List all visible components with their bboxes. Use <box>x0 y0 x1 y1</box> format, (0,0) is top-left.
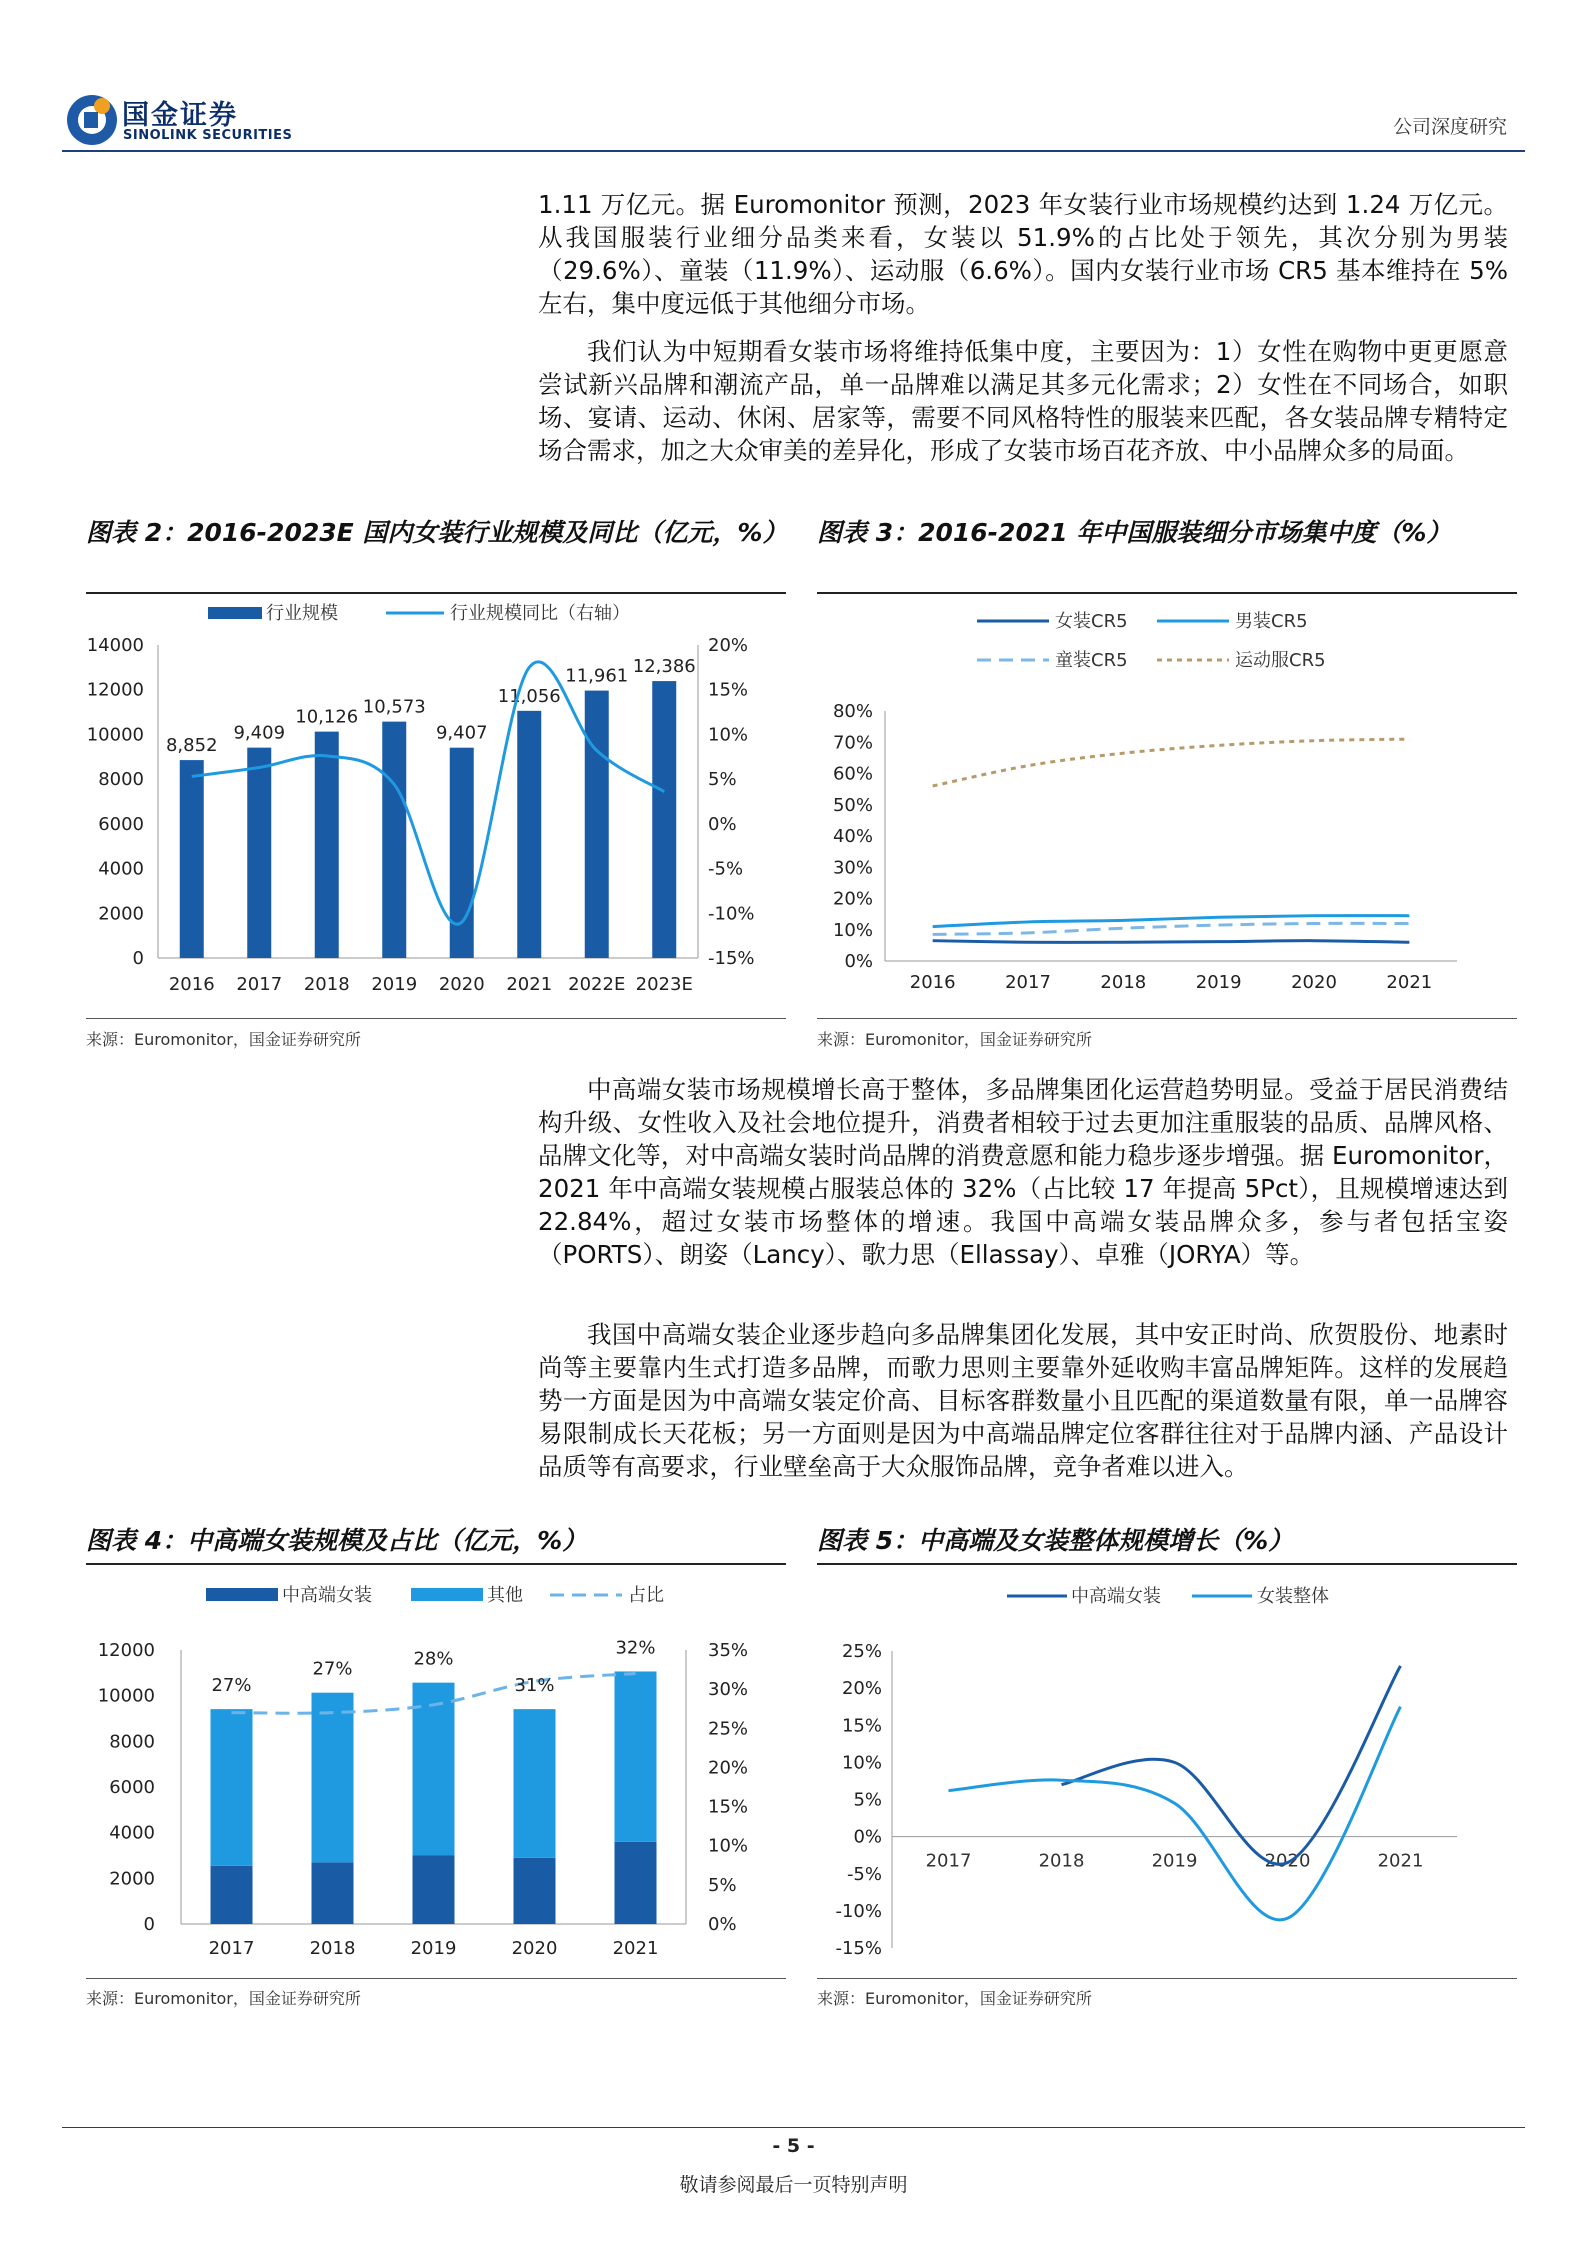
y2-axis-tick-label: 20% <box>708 1757 749 1779</box>
y-axis-tick-label: 6000 <box>109 1777 155 1798</box>
x-axis-tick-label: 2021 <box>1377 1850 1424 1872</box>
share-value-label: 27% <box>312 1658 353 1680</box>
disclaimer-note: 敬请参阅最后一页特别声明 <box>679 2174 908 2196</box>
bar-industry-size <box>315 732 339 958</box>
figure-5-title: 图表 5：中高端及女装整体规模增长（%） <box>817 1526 1294 1555</box>
bar-high-end <box>211 1866 253 1924</box>
y-axis-tick-label: -15% <box>835 1938 882 1959</box>
paragraph-market-size: 1.11 万亿元。据 Euromonitor 预测，2023 年女装行业市场规模约达到 1.24 万亿元。从我国服装行业细分品类来看，女装以 51.9%的占比处于领先，其次分别为男装（29.6%）、童装（11.9%）、运动服（6.6%）。国内女装行业市场 CR5 基本维持在 5%左右，集中度远低于其他细分市场。 <box>538 190 1508 318</box>
legend-label-overall: 女装整体 <box>1257 1586 1329 1607</box>
legend-label-high-end: 中高端女装 <box>1071 1586 1161 1607</box>
x-axis-tick-label: 2019 <box>371 974 418 995</box>
x-axis-tick-label: 2020 <box>1291 972 1337 993</box>
y-axis-tick-label: 70% <box>832 732 873 754</box>
legend-label-share: 占比 <box>628 1585 664 1606</box>
y2-axis-tick-label: -15% <box>708 948 755 969</box>
y2-axis-tick-label: 10% <box>708 1835 749 1857</box>
y-axis-tick-label: -5% <box>846 1863 882 1885</box>
series-line-1 <box>949 1707 1401 1920</box>
legend-label: 童装CR5 <box>1055 650 1128 671</box>
legend-label-yoy: 行业规模同比（右轴） <box>450 603 630 624</box>
figure-2-rule <box>86 592 786 594</box>
y-axis-tick-label: 0 <box>143 1914 155 1935</box>
bar-industry-size <box>585 691 609 958</box>
y-axis-tick-label: 12000 <box>97 1640 155 1661</box>
y-axis-tick-label: 8000 <box>109 1731 155 1753</box>
y-axis-tick-label: 10000 <box>86 724 144 746</box>
series-line-0 <box>933 941 1410 943</box>
bar-industry-size <box>247 748 271 958</box>
bar-value-label: 10,126 <box>295 706 359 728</box>
legend-swatch-other <box>411 1588 483 1601</box>
y2-axis-tick-label: -5% <box>708 858 744 880</box>
x-axis-tick-label: 2023E <box>635 974 693 995</box>
y-axis-tick-label: 2000 <box>109 1868 155 1890</box>
series-line-3 <box>933 739 1410 786</box>
x-axis-tick-label: 2017 <box>925 1850 972 1872</box>
document-type: 公司深度研究 <box>1392 116 1507 138</box>
x-axis-tick-label: 2016 <box>168 974 215 995</box>
figure-2-bottom-rule <box>86 1018 786 1019</box>
legend-label-high-end: 中高端女装 <box>282 1585 372 1606</box>
x-axis-tick-label: 2017 <box>208 1938 255 1959</box>
y-axis-tick-label: 5% <box>853 1789 882 1811</box>
y2-axis-tick-label: 5% <box>708 769 737 791</box>
y-axis-tick-label: 20% <box>832 888 873 910</box>
y2-axis-tick-label: -10% <box>708 903 755 925</box>
figure-4-bottom-rule <box>86 1978 786 1979</box>
x-axis-tick-label: 2019 <box>410 1938 457 1959</box>
bar-value-label: 11,056 <box>497 685 561 707</box>
y-axis-tick-label: 10% <box>841 1752 882 1774</box>
figure-5-source: 来源：Euromonitor，国金证券研究所 <box>817 1989 1092 2008</box>
y2-axis-tick-label: 30% <box>708 1679 749 1701</box>
y-axis-tick-label: -10% <box>835 1900 882 1922</box>
x-axis-tick-label: 2020 <box>1264 1850 1311 1872</box>
x-axis-tick-label: 2020 <box>511 1938 558 1959</box>
x-axis-tick-label: 2021 <box>1386 972 1433 993</box>
legend-swatch-high-end <box>206 1588 278 1601</box>
legend-swatch-industry-size <box>208 607 262 619</box>
share-value-label: 31% <box>514 1675 555 1697</box>
bar-value-label: 12,386 <box>632 656 696 678</box>
figure-5-chart <box>817 1567 1517 1967</box>
figure-4-rule <box>86 1563 786 1565</box>
y-axis-tick-label: 0 <box>132 948 144 969</box>
figure-2-title: 图表 2：2016-2023E 国内女装行业规模及同比（亿元，%） <box>86 518 788 547</box>
x-axis-tick-label: 2017 <box>1005 972 1051 993</box>
bar-industry-size <box>382 722 406 958</box>
series-line-0 <box>1062 1666 1401 1864</box>
figure-5-rule <box>817 1563 1517 1565</box>
legend-label-industry-size: 行业规模 <box>266 603 338 624</box>
legend-label: 男装CR5 <box>1235 611 1308 632</box>
x-axis-tick-label: 2022E <box>568 974 626 995</box>
bar-high-end <box>514 1858 556 1924</box>
bar-industry-size <box>450 748 474 958</box>
y2-axis-tick-label: 0% <box>708 813 737 835</box>
figure-2-source: 来源：Euromonitor，国金证券研究所 <box>86 1030 361 1049</box>
y-axis-tick-label: 2000 <box>98 903 144 925</box>
y-axis-tick-label: 60% <box>832 763 873 785</box>
bar-high-end <box>312 1862 354 1924</box>
x-axis-tick-label: 2021 <box>612 1938 659 1959</box>
figure-3-rule <box>817 592 1517 594</box>
bar-value-label: 10,573 <box>362 696 426 718</box>
y2-axis-tick-label: 20% <box>708 635 749 656</box>
share-value-label: 32% <box>615 1637 656 1659</box>
y-axis-tick-label: 14000 <box>86 635 144 656</box>
y2-axis-tick-label: 0% <box>708 1914 737 1935</box>
y-axis-tick-label: 0% <box>844 951 873 972</box>
x-axis-tick-label: 2017 <box>236 974 283 995</box>
legend-label-other: 其他 <box>487 1585 523 1606</box>
y-axis-tick-label: 40% <box>832 826 873 847</box>
y-axis-tick-label: 15% <box>841 1715 882 1737</box>
y-axis-tick-label: 12000 <box>86 679 144 701</box>
y2-axis-tick-label: 35% <box>708 1640 749 1661</box>
x-axis-tick-label: 2018 <box>1038 1850 1085 1872</box>
bar-high-end <box>615 1842 657 1924</box>
brand-name: 国金证券 <box>122 100 238 131</box>
y-axis-tick-label: 8000 <box>98 769 144 791</box>
y2-axis-tick-label: 10% <box>708 724 749 746</box>
share-value-label: 27% <box>211 1675 252 1697</box>
bar-other <box>615 1671 657 1841</box>
y2-axis-tick-label: 25% <box>708 1718 749 1740</box>
figure-2-chart <box>86 596 786 1006</box>
y2-axis-tick-label: 15% <box>708 1796 749 1818</box>
series-line-1 <box>933 916 1410 927</box>
figure-4-source: 来源：Euromonitor，国金证券研究所 <box>86 1989 361 2008</box>
bar-high-end <box>413 1856 455 1925</box>
y-axis-tick-label: 80% <box>832 701 873 722</box>
sinolink-logo-icon <box>62 90 122 150</box>
bar-industry-size <box>517 711 541 958</box>
series-line-2 <box>933 923 1410 934</box>
bar-other <box>211 1709 253 1866</box>
y-axis-tick-label: 4000 <box>98 858 144 880</box>
legend-label: 女装CR5 <box>1055 611 1128 632</box>
x-axis-tick-label: 2020 <box>438 974 485 995</box>
bar-value-label: 9,407 <box>435 722 488 744</box>
legend-label: 运动服CR5 <box>1235 650 1326 671</box>
x-axis-tick-label: 2018 <box>303 974 350 995</box>
y-axis-tick-label: 4000 <box>109 1822 155 1844</box>
x-axis-tick-label: 2019 <box>1151 1850 1198 1872</box>
y-axis-tick-label: 10% <box>832 919 873 941</box>
figure-4-chart <box>86 1567 786 1967</box>
page-number: - 5 - <box>772 2135 815 2157</box>
y2-axis-tick-label: 5% <box>708 1874 737 1896</box>
paragraph-multi-brand: 我国中高端女装企业逐步趋向多品牌集团化发展，其中安正时尚、欣贺股份、地素时尚等主要靠内生式打造多品牌，而歌力思则主要靠外延收购丰富品牌矩阵。这样的发展趋势一方面是因为中高端女装定价高、目标客群数量小且匹配的渠道数量有限，单一品牌容易限制成长天花板；另一方面则是因为中高端品牌定位客群往往对于品牌内涵、产品设计品质等有高要求，行业壁垒高于大众服饰品牌，竞争者难以进入。 <box>538 1320 1508 1481</box>
x-axis-tick-label: 2019 <box>1195 972 1242 993</box>
bar-other <box>413 1683 455 1856</box>
bar-value-label: 8,852 <box>165 735 218 757</box>
bar-industry-size <box>652 681 676 958</box>
paragraph-low-concentration: 我们认为中短期看女装市场将维持低集中度，主要因为：1）女性在购物中更更愿意尝试新兴品牌和潮流产品，单一品牌难以满足其多元化需求；2）女性在不同场合，如职场、宴请、运动、休闲、居家等，需要不同风格特性的服装来匹配，各女装品牌专精特定场合需求，加之大众审美的差异化，形成了女装市场百花齐放、中小品牌众多的局面。 <box>538 337 1508 465</box>
figure-3-source: 来源：Euromonitor，国金证券研究所 <box>817 1030 1092 1049</box>
figure-5-bottom-rule <box>817 1978 1517 1979</box>
share-value-label: 28% <box>413 1648 454 1670</box>
y-axis-tick-label: 20% <box>841 1678 882 1700</box>
y-axis-tick-label: 50% <box>832 794 873 816</box>
figure-3-chart <box>817 596 1517 1006</box>
x-axis-tick-label: 2018 <box>309 1938 356 1959</box>
y-axis-tick-label: 6000 <box>98 813 144 835</box>
y-axis-tick-label: 0% <box>853 1826 882 1848</box>
y-axis-tick-label: 10000 <box>97 1685 155 1707</box>
bar-value-label: 9,409 <box>233 722 286 744</box>
brand-name-en: SINOLINK SECURITIES <box>123 128 293 143</box>
x-axis-tick-label: 2018 <box>1100 972 1147 993</box>
header-divider <box>62 150 1525 152</box>
bar-industry-size <box>180 760 204 958</box>
figure-4-title: 图表 4：中高端女装规模及占比（亿元，%） <box>86 1526 588 1555</box>
x-axis-tick-label: 2021 <box>506 974 553 995</box>
bar-other <box>312 1693 354 1863</box>
y-axis-tick-label: 25% <box>841 1641 882 1662</box>
x-axis-tick-label: 2016 <box>909 972 956 993</box>
y-axis-tick-label: 30% <box>832 857 873 879</box>
footer-divider <box>62 2127 1525 2128</box>
figure-3-bottom-rule <box>817 1018 1517 1019</box>
y2-axis-tick-label: 15% <box>708 679 749 701</box>
bar-value-label: 11,961 <box>565 665 629 687</box>
paragraph-high-end-growth: 中高端女装市场规模增长高于整体，多品牌集团化运营趋势明显。受益于居民消费结构升级、女性收入及社会地位提升，消费者相较于过去更加注重服装的品质、品牌风格、品牌文化等，对中高端女装时尚品牌的消费意愿和能力稳步逐步增强。据 Euromonitor，2021 年中高端女装规模占服装总体的 32%（占比较 17 年提高 5Pct），且规模增速达到 22.84%，超过女装市场整体的增速。我国中高端女装品牌众多，参与者包括宝姿（PORTS）、朗姿（Lancy）、歌力思（Ellassay）、卓雅（JORYA）等。 <box>538 1075 1508 1269</box>
bar-other <box>514 1709 556 1858</box>
figure-3-title: 图表 3：2016-2021 年中国服装细分市场集中度（%） <box>817 518 1452 547</box>
